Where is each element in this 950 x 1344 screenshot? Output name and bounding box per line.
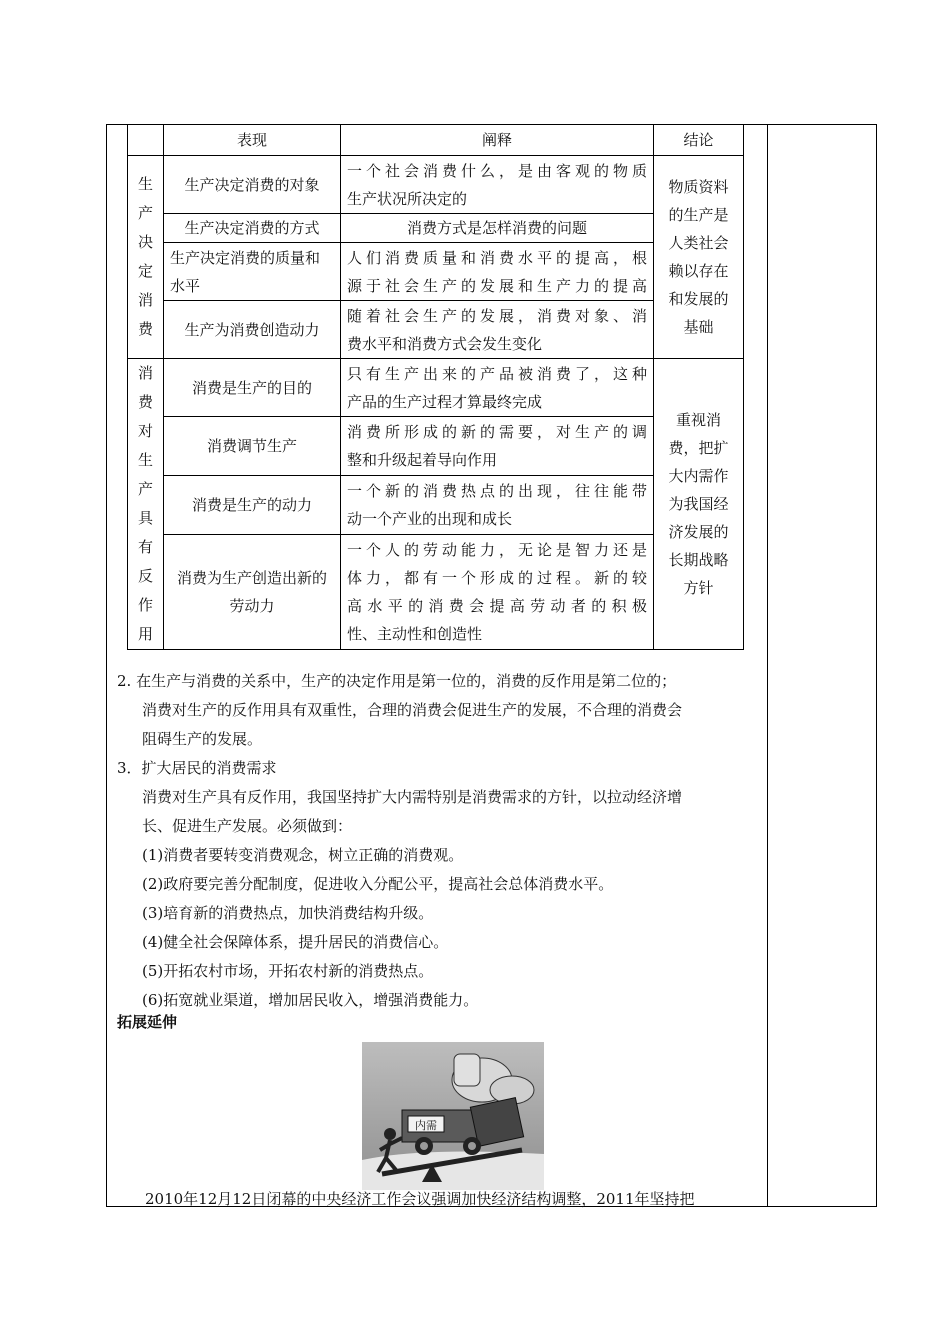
list-item: (3)培育新的消费热点，加快消费结构升级。 (142, 904, 434, 922)
row-explanation: 人们消费质量和消费水平的提高，根 源于社会生产的发展和生产力的提高 (341, 243, 654, 301)
header-conclusion: 结论 (654, 125, 744, 156)
extension-text: 2010年12月12日闭幕的中央经济工作会议强调加快经济结构调整，2011年坚持把 (145, 1190, 695, 1208)
row-item: 消费是生产的目的 (164, 359, 341, 417)
header-expression: 表现 (164, 125, 341, 156)
table-row (128, 243, 744, 301)
table-header-row (128, 125, 744, 156)
row-explanation: 一个新的消费热点的出现，往往能带 动一个产业的出现和成长 (341, 476, 654, 534)
list-item: (1)消费者要转变消费观念，树立正确的消费观。 (142, 846, 464, 864)
svg-text:内需: 内需 (415, 1119, 437, 1132)
row-explanation: 一个人的劳动能力，无论是智力还是 体力，都有一个形成的过程。新的较 高水平的消费会提高劳动者的积极 性、主动性和创造性 (341, 534, 654, 649)
extension-heading: 拓展延伸 (117, 1013, 178, 1031)
table-row (128, 476, 744, 534)
group-label-consumption-reacts: 消 费 对 生 产 具 有 反 作 用 (128, 359, 164, 650)
list-item: (4)健全社会保障体系，提升居民的消费信心。 (142, 933, 449, 951)
group-label-production-decides: 生 产 决 定 消 费 (128, 156, 164, 359)
domestic-demand-illustration (362, 1042, 544, 1190)
row-item: 消费调节生产 (164, 417, 341, 476)
group-conclusion: 重视消 费，把扩 大内需作 为我国经 济发展的 长期战略 方针 (654, 359, 744, 650)
table-row (128, 534, 744, 649)
header-blank-cell (128, 125, 164, 156)
table-row (128, 156, 744, 214)
list-item: (2)政府要完善分配制度，促进收入分配公平，提高社会总体消费水平。 (142, 875, 614, 893)
table-row (128, 359, 744, 417)
list-item: (6)拓宽就业渠道，增加居民收入，增强消费能力。 (142, 991, 479, 1009)
row-explanation: 只有生产出来的产品被消费了，这种 产品的生产过程才算最终完成 (341, 359, 654, 417)
section-3-title: 3．扩大居民的消费需求 (117, 759, 277, 777)
production-consumption-table (127, 124, 744, 650)
row-item: 生产决定消费的质量和水平 (164, 243, 341, 301)
row-item: 消费是生产的动力 (164, 476, 341, 534)
paragraph-2: 2. 在生产与消费的关系中，生产的决定作用是第一位的，消费的反作用是第二位的； 消费对生产的反作用具有双重性，合理的消费会促进生产的发展，不合理的消费会 阻碍生产的发展。 (117, 672, 683, 748)
list-item: (5)开拓农村市场，开拓农村新的消费热点。 (142, 962, 434, 980)
row-item: 生产决定消费的对象 (164, 156, 341, 214)
row-explanation: 消费所形成的新的需要，对生产的调 整和升级起着导向作用 (341, 417, 654, 476)
row-item: 生产为消费创造动力 (164, 301, 341, 359)
section-3: 3．扩大居民的消费需求 消费对生产具有反作用，我国坚持扩大内需特别是消费需求的方针，以拉动经济增 长、促进生产发展。必须做到： (1)消费者要转变消费观念，树立正确的消费观。 (2)政府要完善分配制度，促进收入分配公平，提高社会总体消费水平。 (3)培育新的消费热点，加快消费结构升级。 (4)健全社会保障体系，提升居民的消费信心。 (5)开拓农村市场，开拓农村新的消费热点。 (6)拓宽就业渠道，增加居民收入，增强消费能力。 (117, 754, 762, 1015)
table-row (128, 417, 744, 476)
table-row (128, 214, 744, 243)
right-margin-column (767, 125, 768, 1206)
group-conclusion: 物质资料 的生产是 人类社会 赖以存在 和发展的 基础 (654, 156, 744, 359)
row-explanation: 随着社会生产的发展，消费对象、消 费水平和消费方式会发生变化 (341, 301, 654, 359)
row-item: 生产决定消费的方式 (164, 214, 341, 243)
row-explanation: 一个社会消费什么，是由客观的物质 生产状况所决定的 (341, 156, 654, 214)
row-item: 消费为生产创造出新的劳动力 (164, 534, 341, 649)
row-explanation: 消费方式是怎样消费的问题 (341, 214, 654, 243)
table-row (128, 301, 744, 359)
header-explanation: 阐释 (341, 125, 654, 156)
